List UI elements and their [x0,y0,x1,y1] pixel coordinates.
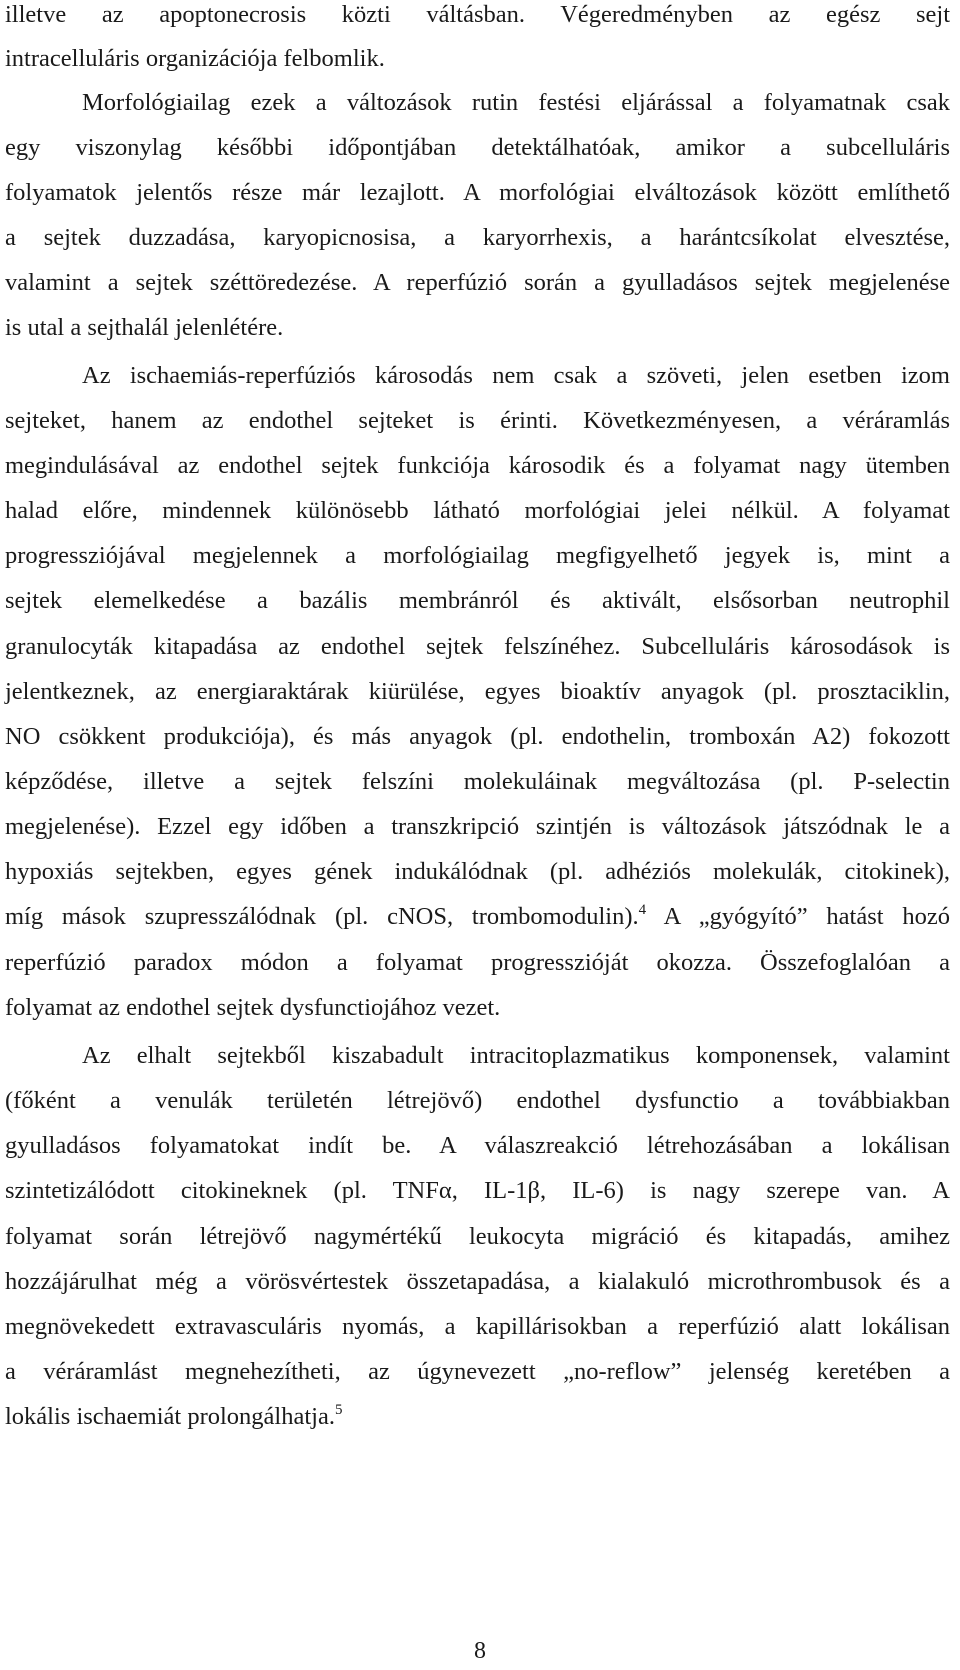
text-line: hozzájárulhat még a vörösvértestek összetapadása, a kialakuló microthrombusok és a [5,1268,950,1295]
text-line: folyamatok jelentős része már lezajlott. A morfológiai elváltozások között említhető [5,179,950,206]
text-line-part: lokális ischaemiát prolongálhatja. [5,1403,335,1430]
text-line: megnövekedett extravasculáris nyomás, a kapillárisokban a reperfúzió alatt lokálisan [5,1313,950,1340]
text-line: (főként a venulák területén létrejövő) endothel dysfunctio a továbbiakban [5,1087,950,1114]
text-line: progressziójával megjelennek a morfológiailag megfigyelhető jegyek is, mint a [5,542,950,569]
text-line: egy viszonylag későbbi időpontjában detektálhatóak, amikor a subcelluláris [5,134,950,161]
text-line: megjelenése). Ezzel egy időben a transzkripció szintjén is változások játszódnak le a [5,813,950,840]
text-line: a sejtek duzzadása, karyopicnosisa, a karyorrhexis, a harántcsíkolat elvesztése, [5,224,950,251]
text-line: folyamat az endothel sejtek dysfunctiojához vezet. [5,994,501,1021]
text-line: intracelluláris organizációja felbomlik. [5,45,385,72]
text-line: képződése, illetve a sejtek felszíni molekuláinak megváltozása (pl. P-selectin [5,768,950,795]
page-number: 8 [474,1638,486,1664]
text-line: valamint a sejtek széttöredezése. A reperfúzió során a gyulladásos sejtek megjelenése [5,269,950,296]
text-line: granulocyták kitapadása az endothel sejtek felszínéhez. Subcelluláris károsodások is [5,633,950,660]
text-line: hypoxiás sejtekben, egyes gének indukálódnak (pl. adhéziós molekulák, citokinek), [5,858,950,885]
text-line: sejteket, hanem az endothel sejteket is érinti. Következményesen, a véráramlás [5,407,950,434]
document-page [5,0,955,1670]
text-line: sejtek elemelkedése a bazális membránról és aktivált, elsősorban neutrophil [5,587,950,614]
text-line: folyamat során létrejövő nagymértékű leukocyta migráció és kitapadás, amihez [5,1223,950,1250]
text-line: megindulásával az endothel sejtek funkciója károsodik és a folyamat nagy ütemben [5,452,950,479]
text-line: gyulladásos folyamatokat indít be. A válaszreakció létrehozásában a lokálisan [5,1132,950,1159]
text-line: szintetizálódott citokineknek (pl. TNFα, IL-1β, IL-6) is nagy szerepe van. A [5,1177,950,1204]
text-line: Morfológiailag ezek a változások rutin festési eljárással a folyamatnak csak [82,89,950,116]
reference-superscript: 4 [638,902,647,918]
text-line: Az ischaemiás-reperfúziós károsodás nem csak a szöveti, jelen esetben izom [82,362,950,389]
text-line: jelentkeznek, az energiaraktárak kiürülése, egyes bioaktív anyagok (pl. prosztaciklin, [5,678,950,705]
text-line: reperfúzió paradox módon a folyamat progresszióját okozza. Összefoglalóan a [5,949,950,976]
text-line: halad előre, mindennek különösebb látható morfológiai jelei nélkül. A folyamat [5,497,950,524]
text-line [5,902,950,932]
text-line: illetve az apoptonecrosis közti váltásban. Végeredményben az egész sejt [5,1,950,28]
text-line: Az elhalt sejtekből kiszabadult intracitoplazmatikus komponensek, valamint [82,1042,950,1069]
text-line: NO csökkent produkciója), és más anyagok (pl. endothelin, tromboxán A2) fokozott [5,723,950,750]
text-line: a véráramlást megnehezítheti, az úgynevezett „no-reflow” jelenség keretében a [5,1358,950,1385]
text-line-part: míg mások szupresszálódnak (pl. cNOS, trombomodulin). [5,903,639,930]
reference-superscript: 5 [334,1402,343,1418]
text-line [5,1402,950,1432]
text-line: is utal a sejthalál jelenlétére. [5,314,284,341]
text-line-part: A „gyógyító” hatást hozó [646,903,950,930]
